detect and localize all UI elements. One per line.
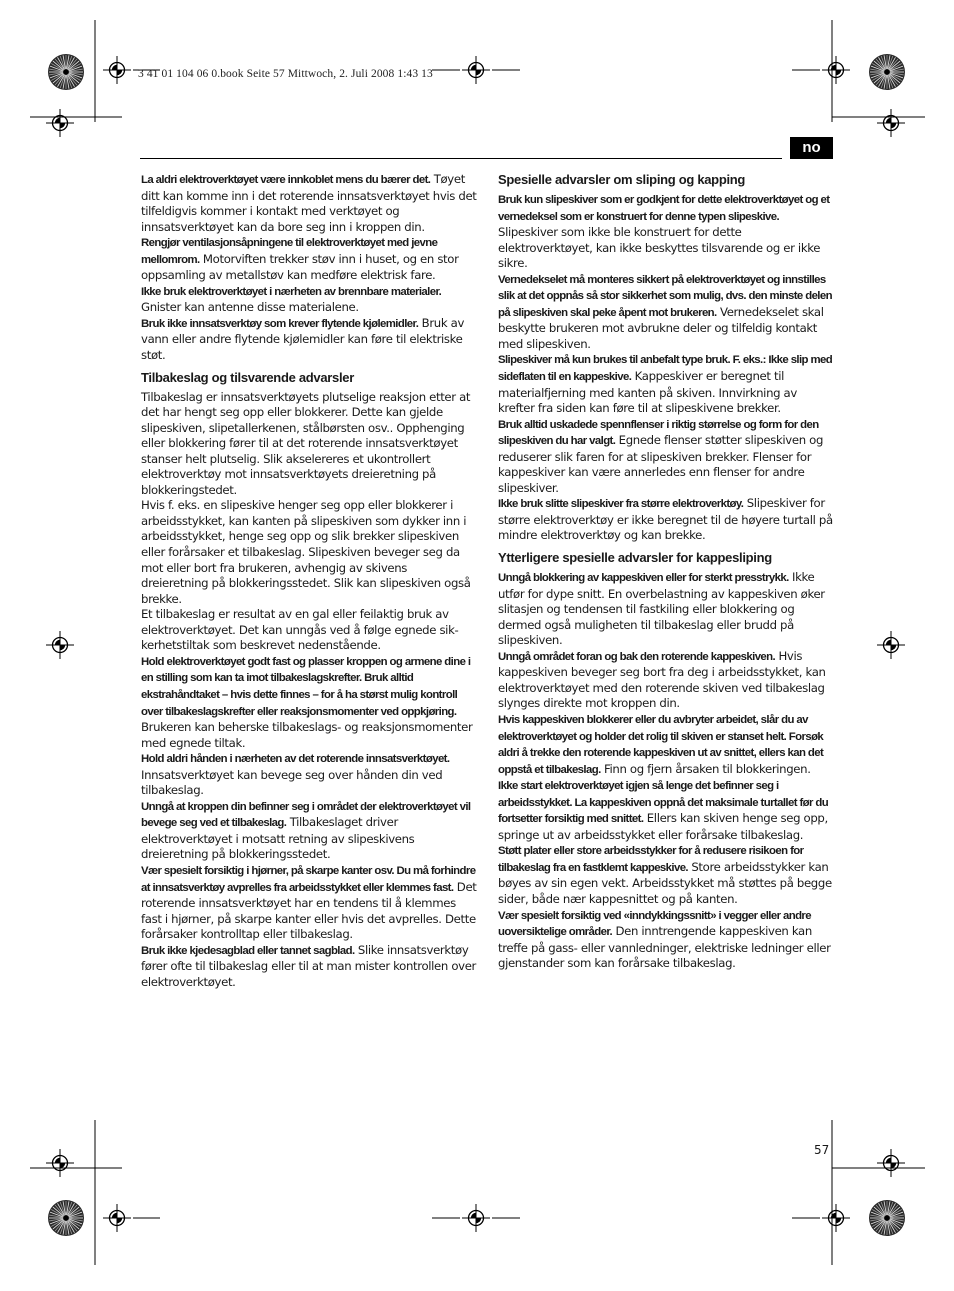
paragraph — [498, 272, 834, 353]
paragraph — [141, 172, 477, 235]
paragraph: Tilbakeslag er innsatsverktøyets plutselige reaksjon etter at det har hengt seg opp eller blokkerer. Dette kan gjelde slipeskiven, slipetallerkenen, stålbørsten osv.. Opphenging eller blokkering fører til at det roterende innsatsverktøyet stanser helt plutselig. Slik akselereres et ukontrollert elektroverktøy mot innsatsverktøyets dreieretning på blokkeringstedet. — [141, 389, 471, 497]
warning-text: Store arbeidsstykker kan bøyes av sin egen vekt. Arbeidsstykket må støttes på begge sider, både nær kappesnittet og på kanten. — [498, 859, 832, 906]
warning-bold: Bruk alltid uskadede spennflenser i riktig størrelse og form for den slipeskiven du har valgt. — [498, 418, 819, 448]
paragraph — [141, 284, 477, 316]
registration-crosshair-icon — [822, 56, 850, 84]
page-number: 57 — [814, 1143, 830, 1157]
warning-bold: Unngå området foran og bak den roterende kappeskiven. — [498, 650, 776, 663]
warning-bold: Vær spesielt forsiktig i hjørner, på skarpe kanter osv. Du må forhindre at innsatsverktøy avprelles fra arbeidsstykket eller klemmes fast. — [141, 864, 476, 894]
right-column — [498, 172, 834, 972]
warning-text: Slike innsatsverktøy fører ofte til tilbakeslag eller til at man mister kontrollen over elektroverktøyet. — [141, 942, 476, 989]
paragraph — [498, 843, 834, 907]
warning-bold: Hold elektroverktøyet godt fast og plasser kroppen og armene dine i en stilling som kan ta imot tilbakeslagskrefter. Bruk alltid ekstrahåndtaket – hvis dette finnes – for å ha størst mulig kontroll over tilbakeslagskrefter eller reaksjonsmomenter ved oppkjøring. — [141, 655, 471, 718]
paragraph — [141, 316, 477, 364]
warning-text: Motorviften trekker støv inn i huset, og en stor oppsamling av metallstøv kan medføre elektrisk fare. — [141, 251, 459, 283]
registration-crosshair-icon — [103, 1204, 131, 1232]
warning-text: Tøyet ditt kan komme inn i det roterende innsatsverktøyet hvis det tilfeldigvis kommer i kontakt med verktøyet og innsatsverktøyet kan da bore seg inn i kroppen din. — [141, 172, 477, 234]
paragraph — [498, 417, 834, 497]
warning-bold: Bruk ikke kjedesagblad eller tannet sagblad. — [141, 944, 355, 957]
registration-crosshair-icon — [46, 1149, 74, 1177]
header-rule — [140, 158, 782, 159]
warning-text: Hvis kappeskiven beveger seg bort fra deg i arbeidsstykket, kan elektroverktøyet med den roterende skiven ved tilbakeslag slynges direkte mot kroppen din. — [498, 648, 826, 711]
warning-bold: Hvis kappeskiven blokkerer eller du avbryter arbeidet, slår du av elektroverktøyet og holder det rolig til skiven er stanset helt. Forsøk aldri å trekke den roterende kappeskiven ut av snittet, ellers kan det oppstå et tilbakeslag. — [498, 713, 824, 776]
registration-starburst-icon — [48, 1200, 84, 1236]
warning-text: Kappeskiver er beregnet til materialfjerning med kanten på skiven. Innvirkning av krefter fra siden kan føre til at slipeskivene brekker. — [498, 369, 797, 416]
registration-starburst-icon — [48, 54, 84, 90]
warning-bold: Unngå at kroppen din befinner seg i området der elektroverktøyet vil bevege seg ved et tilbakeslag. — [141, 800, 471, 830]
section-heading: Tilbakeslag og tilsvarende advarsler — [141, 369, 354, 385]
warning-bold: Vær spesielt forsiktig ved «inndykkingssnitt» i vegger eller andre uoversiktelige områder. — [498, 909, 811, 939]
warning-bold: Ikke start elektroverktøyet igjen så lenge det befinner seg i arbeidsstykket. La kappeskiven oppnå det maksimale turtallet før du fortsetter forsiktig med snittet. — [498, 780, 829, 826]
warning-text: Gnister kan antenne disse materialene. — [141, 300, 359, 315]
paragraph — [498, 496, 834, 544]
registration-starburst-icon — [869, 1200, 905, 1236]
warning-bold: Slipeskiver må kun brukes til anbefalt type bruk. F. eks.: Ikke slip med sideflaten til en kappeskive. — [498, 354, 833, 384]
warning-bold: Unngå blokkering av kappeskiven eller for sterkt presstrykk. — [498, 572, 789, 585]
warning-text: Finn og fjern årsaken til blokkeringen. — [600, 761, 811, 776]
warning-text: Den inntrengende kappeskiven kan treffe på gass- eller vannledninger, elektriske ledninger eller gjenstander som kan forårsake tilbakeslag. — [498, 924, 831, 971]
warning-text: Brukeren kan beherske tilbakeslags- og reaksjonsmomenter med egnede tiltak. — [141, 720, 473, 750]
warning-bold: Ikke bruk slitte slipeskiver fra større elektroverktøy. — [498, 498, 744, 511]
book-file-header: 3 41 01 104 06 0.book Seite 57 Mittwoch, 2. Juli 2008 1:43 13 — [138, 68, 433, 80]
warning-text: Slipeskiver som ikke ble konstruert for dette elektroverktøyet, kan ikke beskyttes tilsvarende og er ikke sikre. — [498, 225, 821, 271]
registration-crosshair-icon — [877, 631, 905, 659]
paragraph — [498, 192, 834, 272]
registration-starburst-icon — [869, 54, 905, 90]
paragraph — [498, 778, 834, 843]
warning-bold: Bruk kun slipeskiver som er godkjent for dette elektroverktøyet og et vernedeksel som er konstruert for denne typen slipeskive. — [498, 194, 830, 223]
paragraph — [498, 712, 834, 778]
warning-text: Det roterende innsatsverktøyet har en tendens til å klemmes fast i hjørner, på skarpe kanter eller hvis det avprelles. Dette forårsaker kontrolltap eller tilbakeslag. — [141, 879, 477, 942]
warning-text: Vernedekselet skal beskytte brukeren mot avbrukne deler og tilfeldig kontakt med slipeskiven. — [498, 304, 824, 351]
registration-crosshair-icon — [877, 1149, 905, 1177]
registration-crosshair-icon — [822, 1204, 850, 1232]
warning-bold: Vernedekselet må monteres sikkert på elektroverktøyet og innstilles slik at det oppnås så stor sikkerhet som mulig, dvs. den minste delen på slipeskiven skal peke åpent mot brukeren. — [498, 273, 832, 319]
warning-text: Egnede flenser støtter slipeskiven og reduserer slik faren for at slipeskiven brekker. Flenser for kappeskiver kan være annerledes enn flenser for andre slipeskiver. — [498, 433, 824, 495]
paragraph — [141, 654, 477, 751]
warning-text: Ikke utfør for dype snitt. En overbelastning av kappeskiven øker slitasjen og tendensen til fastkiling eller blokkering og dermed også muligheten til tilbakeslag eller brudd på slipeskiven. — [498, 570, 825, 648]
registration-crosshair-icon — [46, 631, 74, 659]
registration-crosshair-icon — [462, 1204, 490, 1232]
paragraph: Et tilbakeslag er resultat av en gal eller feilaktig bruk av elektroverktøyet. Det kan unngås ved å følge egnede sikkerhetstiltak som beskrevet nedenstående. — [141, 607, 459, 653]
warning-text: Tilbakeslaget driver elektroverktøyet i motsatt retning av slipeskivens dreieretning på blokkeringsstedet. — [141, 815, 415, 862]
paragraph: Hvis f. eks. en slipeskive henger seg opp eller blokkerer i arbeidsstykket, kan kanten på slipeskiven som dykker inn i arbeidsstykket, henge seg opp og slik brekker slipeskiven eller forårsaker et tilbakeslag. Slipeskiven beveger seg da mot eller bort fra brukeren, avhengig av skivens dreieretning på blokkeringsstedet. Slik kan slipeskiven også brekke. — [141, 498, 471, 606]
paragraph — [498, 352, 834, 416]
paragraph — [498, 649, 834, 712]
section-heading: Ytterligere spesielle advarsler for kappesliping — [498, 550, 772, 566]
paragraph — [498, 908, 834, 972]
warning-text: Slipeskiver for større elektroverktøy er ikke beregnet til de høyere turtall på mindre elektroverktøy og kan brekke. — [498, 496, 833, 543]
section-heading: Spesielle advarsler om sliping og kapping — [498, 172, 746, 187]
paragraph — [141, 235, 477, 284]
warning-text: Ellers kan skiven henge seg opp, springe ut av arbeidsstykket eller forårsake tilbakeslag. — [498, 811, 828, 842]
paragraph — [498, 570, 834, 649]
paragraph — [141, 943, 477, 991]
warning-bold: Hold aldri hånden i nærheten av det roterende innsatsverktøyet. — [141, 753, 450, 766]
warning-bold: Støtt plater eller store arbeidsstykker for å redusere risikoen for tilbakeslag fra en fastklemt kappeskive. — [498, 845, 804, 874]
paragraph — [141, 799, 477, 863]
paragraph — [141, 751, 477, 799]
language-badge: no — [790, 137, 833, 159]
warning-text: Innsatsverktøyet kan bevege seg over hånden din ved tilbakeslag. — [141, 767, 443, 798]
warning-bold: Rengjør ventilasjonsåpningene til elektroverktøyet med jevne mellomrom. — [141, 237, 438, 266]
warning-bold: Ikke bruk elektroverktøyet i nærheten av brennbare materialer. — [141, 285, 442, 298]
warning-bold: La aldri elektroverktøyet være innkoblet mens du bærer det. — [141, 174, 431, 186]
registration-crosshair-icon — [103, 56, 131, 84]
warning-text: Bruk av vann eller andre flytende kjølemidler kan føre til elektriske støt. — [141, 315, 465, 363]
paragraph — [141, 863, 477, 943]
registration-crosshair-icon — [46, 109, 74, 137]
left-column — [141, 172, 477, 990]
registration-crosshair-icon — [877, 109, 905, 137]
warning-bold: Bruk ikke innsatsverktøy som krever flytende kjølemidler. — [141, 317, 419, 330]
registration-crosshair-icon — [462, 56, 490, 84]
